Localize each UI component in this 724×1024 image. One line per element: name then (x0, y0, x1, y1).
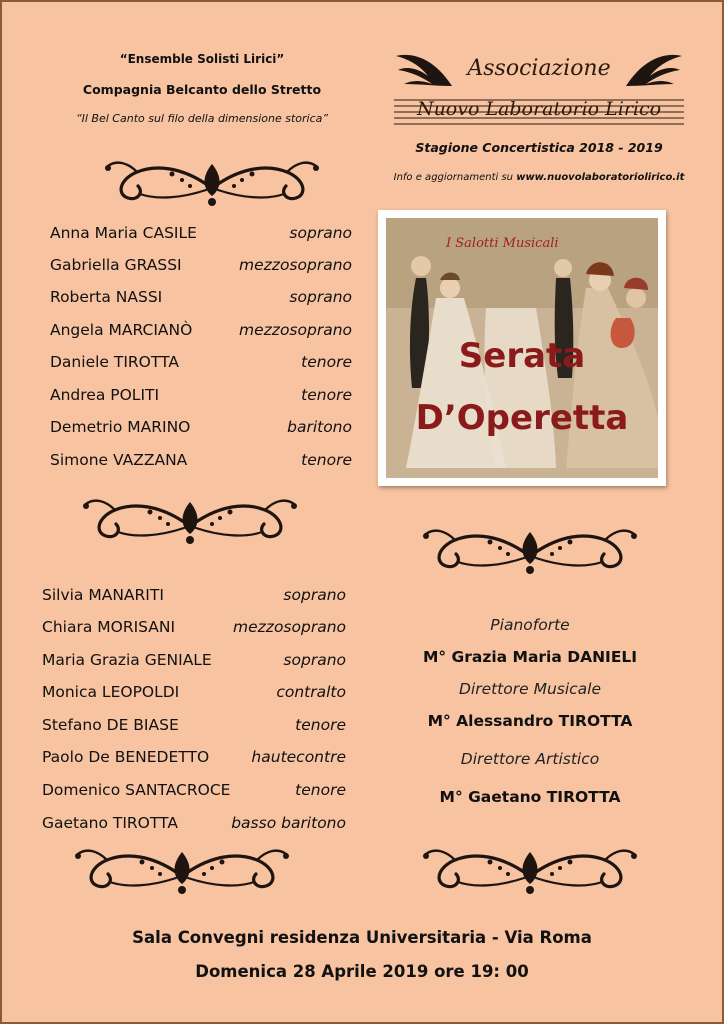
performer-name: Chiara MORISANI (42, 618, 176, 636)
performer-name: Silvia MANARITI (42, 586, 164, 604)
performer-row (42, 618, 346, 640)
performer-voice: hautecontre (251, 748, 346, 766)
performer-voice: soprano (283, 651, 346, 669)
ornament-divider (72, 842, 292, 898)
performer-voice: baritono (287, 418, 352, 436)
performer-name: Anna Maria CASILE (50, 224, 197, 242)
ensemble-name: “Ensemble Solisti Lirici” (119, 52, 285, 66)
artistic-director-role: Direttore Artistico (460, 750, 600, 768)
performer-voice: tenore (295, 716, 346, 734)
cast-group-1 (50, 224, 352, 484)
performer-voice: mezzosoprano (239, 321, 352, 339)
event-title-line1: Serata (458, 336, 586, 376)
performer-row (50, 321, 352, 343)
performer-row (42, 586, 346, 608)
performer-name: Paolo De BENEDETTO (42, 748, 210, 766)
performer-row (42, 651, 346, 673)
performer-voice: tenore (301, 386, 352, 404)
wing-right-icon (624, 50, 684, 90)
performer-row (42, 716, 346, 738)
performer-name: Daniele TIROTTA (50, 353, 179, 371)
performer-voice: basso baritono (231, 814, 346, 832)
performer-row (50, 288, 352, 310)
association-line1: Associazione (467, 56, 611, 81)
website-link[interactable]: www.nuovolaboratoriolirico.it (516, 172, 685, 183)
performer-name: Demetrio MARINO (50, 418, 191, 436)
ornament-divider (420, 842, 640, 898)
music-director-role: Direttore Musicale (458, 680, 602, 698)
performer-row (50, 386, 352, 408)
company-name: Compagnia Belcanto dello Stretto (82, 82, 322, 97)
piano-name: M° Grazia Maria DANIELI (422, 648, 638, 666)
performer-name: Simone VAZZANA (50, 451, 188, 469)
venue-place: Sala Convegni residenza Universitaria - Via Roma (132, 928, 592, 947)
performer-row (42, 683, 346, 705)
performer-name: Gabriella GRASSI (50, 256, 182, 274)
performer-row (50, 256, 352, 278)
performer-name: Roberta NASSI (50, 288, 163, 306)
event-image-frame (386, 218, 658, 478)
info-prefix: Info e aggiornamenti su (393, 172, 517, 183)
performer-row (42, 814, 346, 836)
season-label: Stagione Concertistica 2018 - 2019 (415, 140, 663, 155)
performer-voice: tenore (301, 353, 352, 371)
performer-row (50, 418, 352, 440)
ornament-divider (102, 154, 322, 210)
ornament-divider (420, 522, 640, 578)
performer-name: Angela MARCIANÒ (50, 321, 193, 339)
event-image (378, 210, 666, 486)
performer-voice: contralto (276, 683, 346, 701)
association-line2: Nuovo Laboratorio Lirico (416, 98, 662, 120)
performer-voice: mezzosoprano (233, 618, 346, 636)
performer-name: Maria Grazia GENIALE (42, 651, 212, 669)
performer-name: Monica LEOPOLDI (42, 683, 180, 701)
performer-row (42, 748, 346, 770)
performer-row (50, 353, 352, 375)
performer-voice: soprano (289, 288, 352, 306)
performer-row (42, 781, 346, 803)
performer-voice: soprano (283, 586, 346, 604)
venue-datetime: Domenica 28 Aprile 2019 ore 19: 00 (195, 962, 529, 981)
performer-row (50, 224, 352, 246)
performer-row (50, 451, 352, 473)
piano-role: Pianoforte (490, 616, 570, 634)
performer-voice: tenore (301, 451, 352, 469)
performer-voice: tenore (295, 781, 346, 799)
info-line (374, 172, 704, 183)
performer-name: Stefano DE BIASE (42, 716, 179, 734)
artistic-director-name: M° Gaetano TIROTTA (439, 788, 621, 806)
event-series: I Salotti Musicali (446, 236, 559, 251)
wing-left-icon (394, 50, 454, 90)
event-title-line2: D’Operetta (415, 398, 629, 438)
cast-group-2 (42, 586, 346, 846)
association-logo (394, 42, 684, 132)
ornament-divider (80, 492, 300, 548)
performer-name: Gaetano TIROTTA (42, 814, 178, 832)
music-director-name: M° Alessandro TIROTTA (427, 712, 633, 730)
performer-name: Domenico SANTACROCE (42, 781, 231, 799)
performer-voice: mezzosoprano (239, 256, 352, 274)
performer-voice: soprano (289, 224, 352, 242)
performer-name: Andrea POLITI (50, 386, 160, 404)
ensemble-motto: “Il Bel Canto sul filo della dimensione storica” (75, 112, 329, 125)
